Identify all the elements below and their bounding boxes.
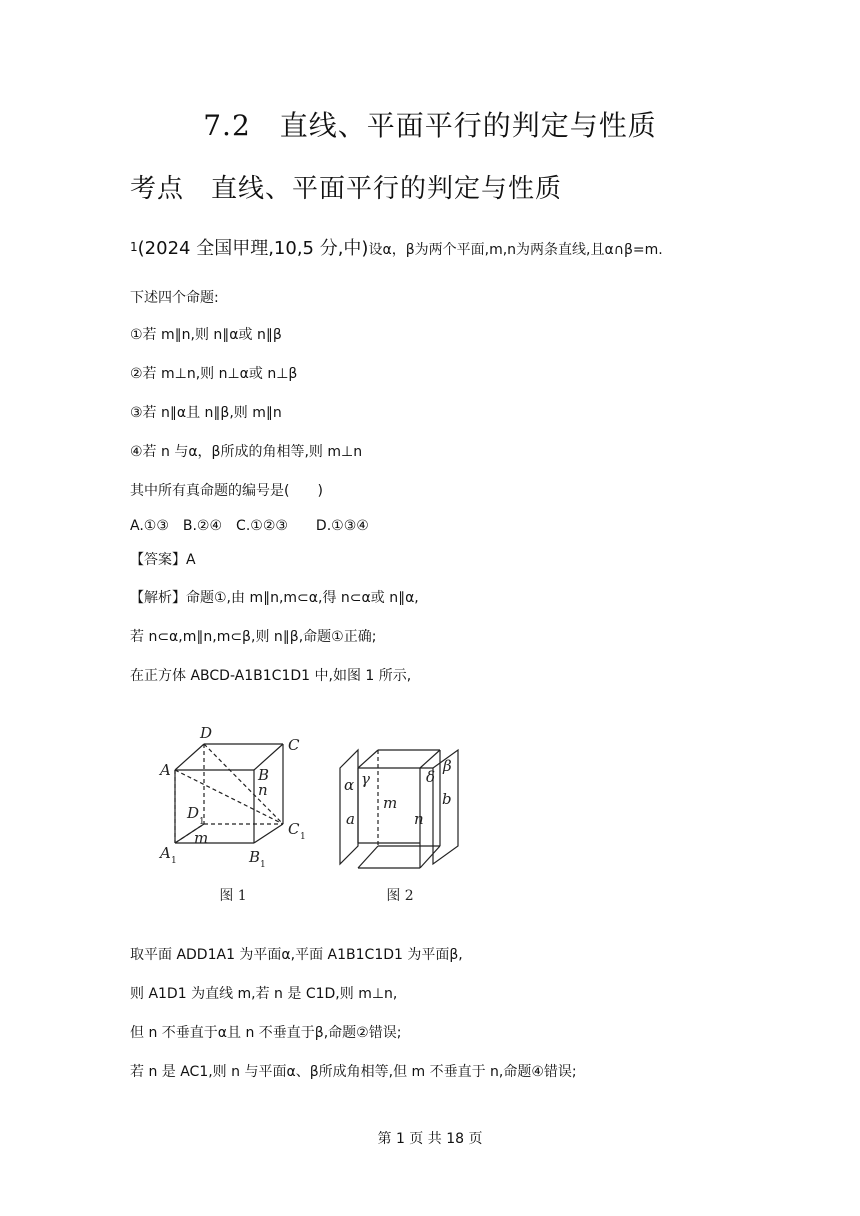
label-D1: D [187, 804, 200, 822]
page-title: 7.2 直线、平面平行的判定与性质 [203, 109, 657, 142]
intro-line: 下述四个命题: [130, 290, 219, 306]
label-A: A [160, 761, 171, 779]
question-source: (2024 全国甲理,10,5 分,中) [137, 238, 369, 259]
label-D: D [200, 724, 213, 742]
figure-1-caption: 图 1 [219, 888, 247, 904]
label-n2: n [414, 810, 424, 828]
analysis-line-1: 【解析】命题①,由 m∥n,m⊂α,得 n⊂α或 n∥α, [130, 590, 419, 606]
figures [150, 718, 480, 908]
proposition-3: ③若 n∥α且 n∥β,则 m∥n [130, 405, 282, 421]
proposition-2: ②若 m⊥n,则 n⊥α或 n⊥β [130, 366, 298, 382]
label-gamma: γ [361, 770, 370, 788]
label-C1: C [288, 820, 300, 838]
label-C: C [288, 736, 300, 754]
page-footer: 第 1 页 共 18 页 [377, 1131, 483, 1147]
analysis-line-5: 则 A1D1 为直线 m,若 n 是 C1D,则 m⊥n, [130, 986, 398, 1002]
label-b: b [442, 790, 452, 808]
label-n: n [258, 781, 268, 799]
analysis-line-7: 若 n 是 AC1,则 n 与平面α、β所成角相等,但 m 不垂直于 n,命题④错误; [130, 1064, 577, 1080]
analysis-line-2: 若 n⊂α,m∥n,m⊂β,则 n∥β,命题①正确; [130, 629, 377, 645]
label-a: a [346, 810, 355, 828]
analysis-line-3: 在正方体 ABCD-A1B1C1D1 中,如图 1 所示, [130, 668, 412, 684]
proposition-4: ④若 n 与α，β所成的角相等,则 m⊥n [130, 444, 363, 460]
proposition-1: ①若 m∥n,则 n∥α或 n∥β [130, 327, 282, 343]
label-C1-sub: 1 [300, 832, 306, 842]
analysis-line-6: 但 n 不垂直于α且 n 不垂直于β,命题②错误; [130, 1025, 402, 1041]
analysis-line-4: 取平面 ADD1A1 为平面α,平面 A1B1C1D1 为平面β, [130, 947, 463, 963]
question-ask: 其中所有真命题的编号是( ) [130, 483, 323, 499]
label-A1: A [160, 844, 171, 862]
label-beta: β [443, 757, 452, 775]
label-m2: m [383, 794, 398, 812]
figure-svg [150, 718, 480, 908]
question-header [130, 234, 663, 260]
label-D1-sub: 1 [199, 817, 205, 827]
section-heading: 考点 直线、平面平行的判定与性质 [130, 174, 563, 204]
label-alpha: α [344, 776, 355, 794]
label-delta: δ [426, 768, 436, 786]
question-stem: 设α，β为两个平面,m,n为两条直线,且α∩β=m. [368, 242, 663, 258]
question-number: 1 [130, 240, 138, 254]
label-B1-sub: 1 [260, 860, 266, 870]
answer-line: 【答案】A [130, 552, 196, 568]
figure-2-caption: 图 2 [386, 888, 414, 904]
label-A1-sub: 1 [171, 856, 177, 866]
label-m: m [194, 829, 209, 847]
label-B1: B [249, 848, 261, 866]
answer-options: A.①③ B.②④ C.①②③ D.①③④ [130, 518, 369, 534]
figure-2-planes [340, 750, 458, 868]
label-B: B [258, 766, 270, 784]
